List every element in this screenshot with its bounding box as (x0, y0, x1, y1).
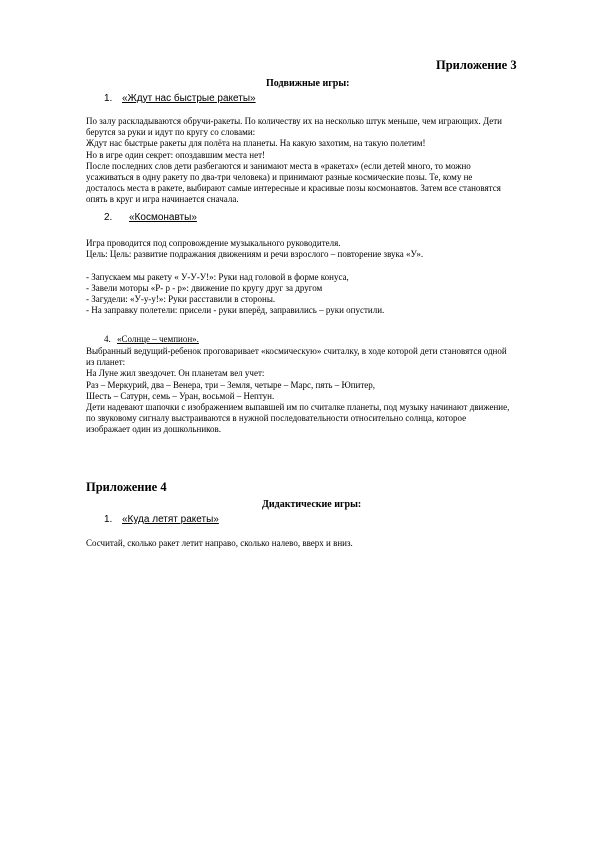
game-2-title: «Космонавты» (129, 212, 197, 223)
paragraph-line: усаживаться в одну ракету по два-три человека) и принимают разные космические позы. Те, кому не (86, 172, 473, 183)
paragraph-line: Цель: Цель: развитие подражания движениям и речи взрослого – повторение звука «У». (86, 249, 424, 260)
game-2-number: 2. (104, 212, 113, 223)
appendix-3-heading: Приложение 3 (436, 58, 517, 72)
didactic-game-1-title: «Куда летят ракеты» (122, 514, 219, 525)
paragraph-line: досталось места в ракете, выбирают самые интересные и красивые позы космонавтов. Затем все становятся (86, 183, 501, 194)
paragraph-line: Шесть – Сатурн, семь – Уран, восьмой – Нептун. (86, 390, 275, 401)
didactic-game-1-number: 1. (104, 514, 113, 525)
game-1-number: 1. (104, 93, 113, 104)
game-4-title: «Солнце – чемпион». (117, 334, 199, 344)
appendix-4-subheading: Дидактические игры: (262, 499, 362, 510)
paragraph-line: Выбранный ведущий-ребенок проговаривает «космическую» считалку, в ходе которой дети становятся одной (86, 346, 507, 356)
paragraph-line: Дети надевают шапочки с изображением выпавшей им по считалке планеты, под музыку начинают движение, (86, 402, 510, 413)
paragraph-line: из планет: (86, 357, 126, 368)
paragraph-line: берутся за руки и идут по кругу со словами: (86, 127, 256, 138)
paragraph-line: по звуковому сигналу выстраиваются в нужной последовательности относительно солнца, которое (86, 413, 467, 424)
game-4-description (86, 346, 509, 436)
game-1-title: «Ждут нас быстрые ракеты» (122, 93, 256, 104)
didactic-game-1-description: Сосчитай, сколько ракет летит направо, сколько налево, вверх и вниз. (86, 538, 353, 548)
game-2-description (86, 238, 423, 316)
paragraph-line: Раз – Меркурий, два – Венера, три – Земля, четыре – Марс, пять – Юпитер, (86, 379, 376, 390)
paragraph-line: Игра проводится под сопровождение музыкального руководителя. (86, 238, 341, 248)
paragraph-line: Но в игре один секрет: опоздавшим места нет! (86, 149, 266, 160)
paragraph-line: опять в круг и игра начинается сначала. (86, 194, 239, 205)
paragraph-line: На Луне жил звездочет. Он планетам вел учет: (86, 368, 265, 379)
appendix-3-subheading: Подвижные игры: (266, 78, 350, 89)
appendix-4-heading: Приложение 4 (86, 480, 167, 494)
paragraph-line: Ждут нас быстрые ракеты для полёта на планеты. На какую захотим, на такую полетим! (86, 138, 426, 149)
paragraph-line (86, 260, 423, 271)
paragraph-line: - На заправку полетели: присели - руки вперёд, заправились – руки опустили. (86, 305, 385, 316)
paragraph-line: По залу раскладываются обручи-ракеты. По количеству их на несколько штук меньше, чем играющих. Дети (86, 116, 502, 126)
paragraph-line: - Запускаем мы ракету « У-У-У!»: Руки над головой в форме конуса, (86, 271, 349, 282)
paragraph-line: - Загудели: «У-у-у!»: Руки расставили в стороны. (86, 294, 276, 304)
game-4-number: 4. (104, 334, 111, 344)
paragraph-line: - Завели моторы «Р- р - р»: движение по кругу друг за другом (86, 282, 323, 293)
paragraph-line: изображает один из дошкольников. (86, 424, 222, 435)
game-1-description (86, 116, 502, 206)
paragraph-line: После последних слов дети разбегаются и занимают места в «ракетах» (если детей много, то можно (86, 160, 471, 171)
